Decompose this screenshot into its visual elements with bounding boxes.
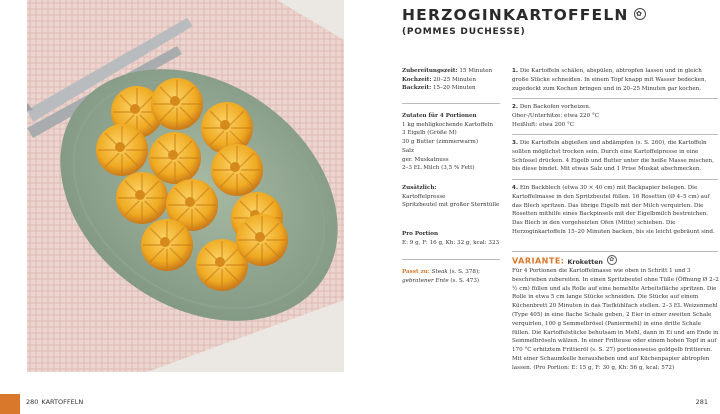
step-text: Die Kartoffeln schälen, abspülen, abtropfen lassen und in gleich große Stücke schneiden. In einem Topf knapp mit Wasser bedecken, zugedeckt zum Kochen bringen und in 20–25 Minuten gar kochen. <box>512 68 707 92</box>
divider <box>402 103 500 104</box>
food-photo <box>27 0 344 372</box>
pairing-dish: gebratener Ente <box>402 277 449 284</box>
recipe-title-text: HERZOGINKARTOFFELN <box>402 6 629 24</box>
portion-block <box>402 230 502 247</box>
bake-time-label: Backzeit: <box>402 85 432 92</box>
step-4 <box>512 184 720 237</box>
portion-heading: Pro Portion <box>402 231 439 237</box>
step-number: 3. <box>512 140 519 146</box>
step-text: Ein Backblech (etwa 30 × 40 cm) mit Backpapier belegen. Die Kartoffelmasse in den Spritzbeutel füllen. 16 Rosetten (Ø 4–5 cm) auf das Blech spritzen. Das übrige Eigelb mit der Milch verquirlen. Die Rosetten mithilfe eines Backpinsels mit der Eigelbmilch bestreichen. Das Blech in den vorgeheizten Ofen (Mitte) schieben. Die Herzoginkartoffeln 15–20 Minuten backen, bis sie leicht gebräunt sind. <box>512 185 715 235</box>
ingredient-item: 3 Eigelb (Größe M) <box>402 130 457 137</box>
bake-time-value: 15–20 Minuten <box>432 85 476 92</box>
extras-item: Spritzbeutel mit großer Sterntülle <box>402 202 500 209</box>
potato-rosette <box>116 172 168 224</box>
ingredient-item: Salz <box>402 147 414 154</box>
step-text: Den Backofen vorheizen. <box>519 104 591 110</box>
variant-label: VARIANTE: <box>512 256 565 266</box>
variant-text: Für 4 Portionen die Kartoffelmasse wie oben in Schritt 1 und 3 beschrieben zubereiten. In einen Spritzbeutel ohne Tülle (Öffnung Ø 2–2 ½ cm) füllen und als Rolle auf eine bemehlte Arbeitsfläche spritzen. Die Rolle in etwa 5 cm lange Stücke schneiden. Die Stücke auf einem Küchenbrett 20 Minuten in das Tiefkühlfach stellen. 2–3 EL Weizenmehl (Type 405) in eine flache Schale geben, 2 Eier in einer zweiten Schale verquirlen, 100 g Semmelbrösel (Paniermehl) in eine dritte Schale füllen. Die Kartoffelstücke behutsam in Mehl, dann in Ei und am Ende in Semmelbröseln wälzen. In einer Fritteuse oder einem hohen Topf in auf 170 °C erhitztem Frittieröl (s. S. 27) portionsweise goldgelb frittieren. Mit einer Schaumkelle herausheben und auf Küchenpapier abtropfen lassen. (Pro Portion: E: 15 g, F: 30 g, Kh: 56 g, kcal: 572) <box>512 268 719 371</box>
divider <box>512 251 718 252</box>
step-3 <box>512 139 720 174</box>
ingredients-block <box>402 112 502 173</box>
cook-time-value: 20–25 Minuten <box>433 76 476 83</box>
ingredient-item: 1 kg mehligkochende Kartoffeln <box>402 121 494 128</box>
ingredient-item: 2–3 EL Milch (3,5 % Fett) <box>402 165 475 172</box>
potato-rosette <box>141 219 193 271</box>
potato-rosette <box>151 78 203 130</box>
folio-color-bar <box>0 394 20 414</box>
pairing-tip <box>402 268 502 285</box>
pairing-ref: (s. S. 378); <box>447 269 481 275</box>
divider <box>512 179 718 180</box>
portion-value: E: 9 g, F: 16 g, Kh: 32 g, kcal: 323 <box>402 239 500 246</box>
cook-time-label: Kochzeit: <box>402 76 432 83</box>
step-text: Ober-/Unterhitze: etwa 220 °C <box>512 112 600 119</box>
step-1 <box>512 67 720 93</box>
prep-time-label: Zubereitungszeit: <box>402 68 458 74</box>
veg-icon: ✿ <box>634 8 646 20</box>
potato-rosette <box>149 132 201 184</box>
potato-rosette <box>96 124 148 176</box>
potato-rosette <box>236 214 288 266</box>
extras-heading: Zusätzlich: <box>402 185 437 191</box>
step-number: 4. <box>512 185 519 191</box>
variant-heading <box>512 256 617 266</box>
divider <box>402 259 500 260</box>
divider <box>512 134 718 135</box>
potato-rosette <box>211 144 263 196</box>
page-number-right: 281 <box>695 398 708 406</box>
duchess-potatoes-image <box>27 0 344 372</box>
pairing-ref: (s. S. 473) <box>448 277 480 284</box>
ingredient-item: ger. Muskatnuss <box>402 156 449 163</box>
extras-item: Kartoffelpresse <box>402 193 446 200</box>
recipe-title <box>402 6 646 24</box>
veg-icon: ✿ <box>607 255 617 265</box>
step-text: Heißluft: etwa 200 °C <box>512 121 575 128</box>
step-number: 2. <box>512 104 519 110</box>
divider <box>512 98 718 99</box>
ingredients-heading: Zutaten für 4 Portionen <box>402 113 477 119</box>
pairing-label: Passt zu: <box>402 269 430 275</box>
variant-name: Kroketten <box>567 258 603 266</box>
ingredient-item: 30 g Butter (zimmerwarm) <box>402 139 479 146</box>
step-number: 1. <box>512 68 519 74</box>
step-text: Die Kartoffeln abgießen und abdämpfen (s. S. 260), die Kartoffeln sollten möglichst trocken sein. Durch eine Kartoffelpresse in eine Schüssel drücken. 4 Eigelb und Butter unter die heiße Masse mischen, bis diese bindet. Mit etwas Salz und 1 Prise Muskat abschmecken. <box>512 140 714 173</box>
section-name: KARTOFFELN <box>41 398 84 406</box>
recipe-subtitle: (POMMES DUCHESSE) <box>402 27 526 37</box>
prep-time-value: 15 Minuten <box>459 68 493 74</box>
page-number-left: 280 <box>26 398 39 406</box>
step-2 <box>512 103 720 129</box>
footer-left <box>26 398 83 406</box>
time-info <box>402 67 502 93</box>
pairing-dish: Steak <box>431 269 448 275</box>
extras-block <box>402 184 502 210</box>
